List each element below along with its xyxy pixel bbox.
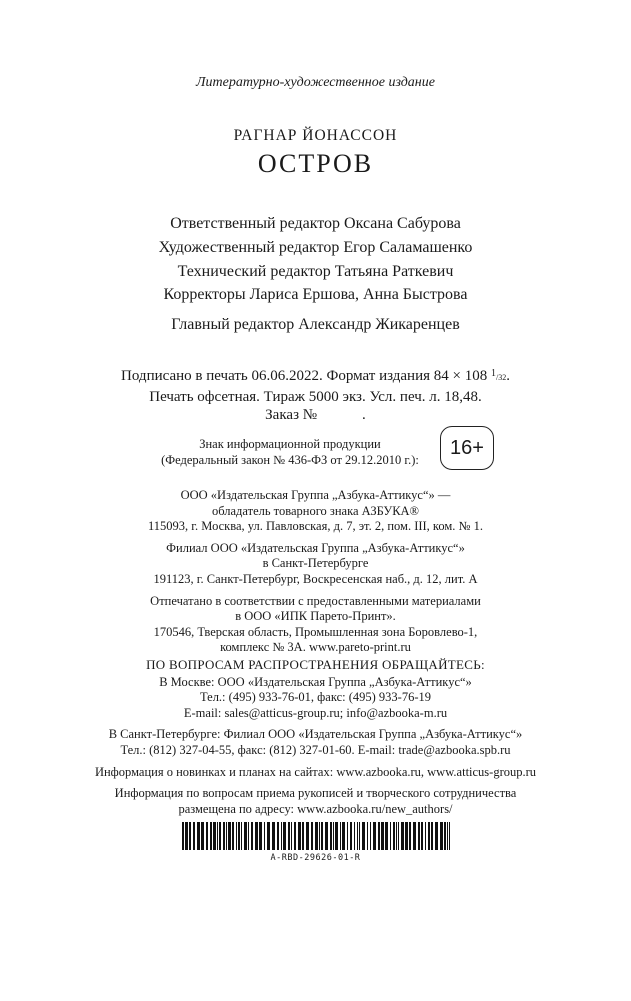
age-rating: 16+ [450, 436, 484, 459]
info-sign-text [140, 436, 440, 468]
barcode-bar [259, 822, 262, 850]
barcode-bar [393, 822, 395, 850]
publisher-line: обладатель товарного знака АЗБУКА® [211, 503, 420, 518]
age-rating-badge [440, 426, 494, 470]
barcode-bar [447, 822, 448, 850]
barcode-bar [370, 822, 371, 850]
barcode-bar [319, 822, 320, 850]
barcode-bar [291, 822, 292, 850]
barcode-bar [354, 822, 355, 850]
barcode-bar [381, 822, 384, 850]
print-line-2: Печать офсетная. Тираж 5000 экз. Усл. печ. л. 18,48. [149, 388, 482, 405]
barcode-bar [264, 822, 265, 850]
print-line-1-end: . [506, 368, 510, 384]
barcode-bar [421, 822, 423, 850]
distribution-heading: ПО ВОПРОСАМ РАСПРОСТРАНЕНИЯ ОБРАЩАЙТЕСЬ: [146, 657, 485, 672]
barcode-bar [367, 822, 368, 850]
barcode-bar [201, 822, 204, 850]
barcode-bar [189, 822, 191, 850]
barcode-bar [425, 822, 426, 850]
manuscripts-line: Информация по вопросам приема рукописей и творческого сотрудничества [114, 786, 517, 801]
info-sign-line-1: Знак информационной продукции [199, 437, 381, 451]
branch-address: 191123, г. Санкт-Петербург, Воскресенская наб., д. 12, лит. А [153, 571, 478, 586]
print-format: Подписано в печать 06.06.2022. Формат издания 84 × 108 [121, 368, 488, 384]
barcode-bar [232, 822, 234, 850]
barcode-bar [306, 822, 309, 850]
barcode-bar [321, 822, 323, 850]
barcode-bar [226, 822, 227, 850]
staff-line: Корректоры Лариса Ершова, Анна Быстрова [163, 286, 468, 304]
printer-line: комплекс № 3А. www.pareto-print.ru [220, 640, 411, 655]
barcode-bar [396, 822, 397, 850]
barcode-bar [362, 822, 365, 850]
book-title: ОСТРОВ [257, 149, 374, 178]
branch-line: Филиал ООО «Издательская Группа „Азбука-Аттикус“» [166, 540, 465, 555]
barcode-bar [255, 822, 258, 850]
barcode-bar [302, 822, 304, 850]
barcode-bar [413, 822, 416, 850]
format-fraction-den: /32 [495, 373, 507, 382]
barcode-bar [390, 822, 391, 850]
barcode-bar [373, 822, 376, 850]
barcode-bar [236, 822, 237, 850]
barcode-bar [342, 822, 345, 850]
barcode-bar [267, 822, 270, 850]
barcode-bar [325, 822, 328, 850]
barcode-bar [244, 822, 247, 850]
barcode-bar [251, 822, 253, 850]
moscow-phone: Тел.: (495) 933-76-01, факс: (495) 933-76-19 [199, 690, 432, 705]
barcode-bar [248, 822, 249, 850]
staff-line: Ответственный редактор Оксана Сабурова [170, 215, 461, 232]
barcode-bar [210, 822, 212, 850]
barcode-bar [449, 822, 450, 850]
author-name: РАГНАР ЙОНАССОН [233, 127, 398, 144]
barcode-bar [294, 822, 296, 850]
barcode-bar [401, 822, 404, 850]
barcode-bar [281, 822, 282, 850]
barcode-bar [378, 822, 380, 850]
barcode-bar [288, 822, 290, 850]
staff-line: Художественный редактор Егор Саламашенко [158, 238, 473, 256]
barcode-bar [182, 822, 184, 850]
barcode-bar [357, 822, 358, 850]
print-line-1 [0, 365, 631, 388]
staff-line: Технический редактор Татьяна Раткевич [177, 262, 454, 280]
publisher-block [0, 488, 631, 656]
barcode-bar [315, 822, 318, 850]
genre-label: Литературно-художественное издание [196, 75, 435, 90]
distribution-block [0, 657, 631, 817]
barcode [182, 822, 450, 850]
news-info: Информация о новинках и планах на сайтах: www.azbooka.ru, www.atticus-group.ru [94, 764, 537, 779]
barcode-bar [217, 822, 218, 850]
printer-line: Отпечатано в соответствии с предоставленными материалами [150, 593, 481, 608]
barcode-bar [350, 822, 352, 850]
print-line-3: Заказ № . [265, 407, 366, 423]
barcode-bar [405, 822, 408, 850]
barcode-bar [435, 822, 438, 850]
barcode-bar [359, 822, 360, 850]
moscow-line: В Москве: ООО «Издательская Группа „Азбука-Аттикус“» [159, 674, 472, 689]
publisher-address: 115093, г. Москва, ул. Павловская, д. 7, эт. 2, пом. III, ком. № 1. [148, 519, 483, 534]
barcode-bar [409, 822, 411, 850]
branch-line: в Санкт-Петербурге [262, 556, 369, 571]
barcode-bar [228, 822, 231, 850]
barcode-bar [206, 822, 208, 850]
barcode-bar [431, 822, 433, 850]
manuscripts-url: размещена по адресу: www.azbooka.ru/new_authors/ [178, 801, 453, 816]
barcode-bar [241, 822, 242, 850]
barcode-bar [428, 822, 430, 850]
barcode-bar [283, 822, 286, 850]
barcode-bar [213, 822, 216, 850]
barcode-bar [311, 822, 313, 850]
chief-editor: Главный редактор Александр Жикаренцев [171, 316, 460, 334]
barcode-bar [272, 822, 275, 850]
moscow-email: E-mail: sales@atticus-group.ru; info@azbooka-m.ru [183, 705, 448, 720]
printer-line: 170546, Тверская область, Промышленная зона Боровлево-1, [153, 624, 478, 639]
barcode-bar [298, 822, 301, 850]
barcode-bar [444, 822, 446, 850]
spb-line: В Санкт-Петербурге: Филиал ООО «Издательская Группа „Азбука-Аттикус“» [108, 727, 523, 742]
publisher-line: ООО «Издательская Группа „Азбука-Аттикус“» — [180, 488, 451, 502]
barcode-bar [333, 822, 334, 850]
print-info [0, 365, 631, 425]
barcode-bar [347, 822, 348, 850]
editorial-staff [0, 212, 631, 337]
barcode-bar [277, 822, 279, 850]
info-sign-line-2: (Федеральный закон № 436-ФЗ от 29.12.2010 г.): [161, 453, 419, 467]
spb-phone: Тел.: (812) 327-04-55, факс: (812) 327-01-60. E-mail: trade@azbooka.spb.ru [120, 742, 511, 757]
barcode-bar [440, 822, 443, 850]
barcode-bar [385, 822, 388, 850]
barcode-bar [330, 822, 332, 850]
barcode-code: A-RBD-29626-01-R [270, 853, 361, 863]
barcode-bar [193, 822, 195, 850]
barcode-bar [185, 822, 188, 850]
barcode-bar [335, 822, 338, 850]
format-fraction-num: 1 [490, 368, 496, 379]
barcode-bar [219, 822, 221, 850]
barcode-bar [398, 822, 399, 850]
barcode-bar [418, 822, 420, 850]
barcode-bar [223, 822, 225, 850]
barcode-bar [238, 822, 240, 850]
printer-line: в ООО «ИПК Парето-Принт». [235, 609, 396, 624]
barcode-bar [197, 822, 200, 850]
barcode-bar [340, 822, 341, 850]
